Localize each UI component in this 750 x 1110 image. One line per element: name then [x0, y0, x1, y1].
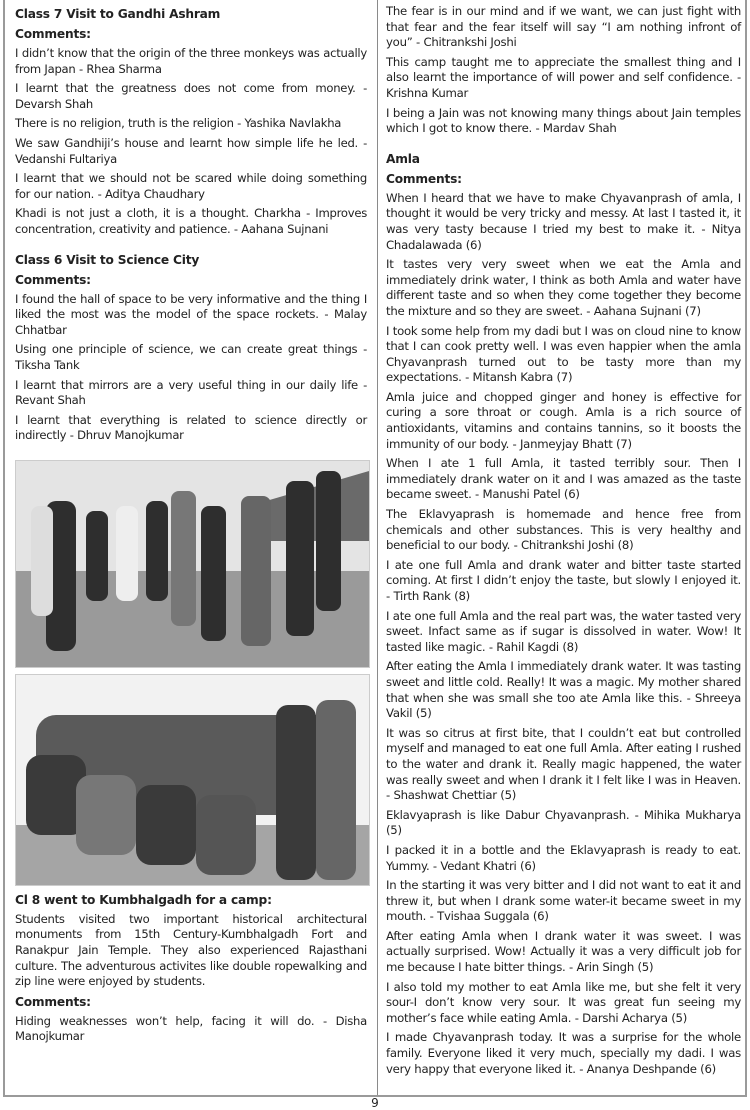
comment-author: Aahana Sujnani — [241, 221, 329, 236]
comment-text: In the starting it was very bitter and I did not want to eat it and threw it, but when I drank some water-it became sweet in my mouth. — [386, 878, 741, 924]
section-description: Students visited two important historical architectural monuments from 15th Century-Kumbhalgadh Fort and Ranakpur Jain Temple. They also experienced Rajasthani culture. The adventurous activites like double ropewalking and zip line were enjoyed by students. — [15, 911, 367, 989]
author-dash: - — [535, 121, 543, 136]
comment-author: Ananya Deshpande (6) — [586, 1061, 716, 1076]
comment-text: The Eklavyaprash is homemade and hence free from chemicals and other substances. This is very healthy and beneficial to our body. — [386, 507, 741, 553]
comment-author: Malay Chhatbar — [15, 307, 367, 337]
author-dash: - — [322, 1013, 336, 1028]
comment-text: I ate one full Amla and the real part was, the water tasted very sweet. Infact same as if sugar is dissolved in water. Wow! It tasted like magic. — [386, 608, 741, 654]
comment-text: It tastes very very sweet when we eat the Amla and immediately drink water, I think as both Amla and water have different taste and so when they come together they become the mixture and so they are sweet. — [386, 257, 741, 318]
section-title: Class 6 Visit to Science City — [15, 252, 200, 267]
comment — [386, 808, 741, 839]
author-dash: - — [429, 909, 438, 924]
author-dash: - — [579, 1061, 587, 1076]
comment — [15, 342, 367, 373]
comment-author: Vedanshi Fultariya — [15, 151, 117, 166]
author-dash: - — [363, 377, 367, 392]
comment-text: I didn’t know that the origin of the three monkeys was actually from Japan — [15, 46, 367, 76]
comments-label: Comments: — [15, 994, 91, 1009]
comment-text: I made Chyavanprash today. It was a surprise for the whole family. Everyone liked it very much, specially my dadi. I was very happy that everyone liked it. — [386, 1030, 741, 1076]
comment-author: Aditya Chaudhary — [104, 186, 205, 201]
comment — [386, 980, 741, 1027]
comment-text: I learnt that everything is related to science directly or indirectly — [15, 412, 367, 443]
comment-text: Eklavyaprash is like Dabur Chyavanprash. — [386, 807, 630, 822]
science-city-group-photo — [15, 460, 370, 668]
comment — [386, 390, 741, 452]
author-dash: - — [78, 61, 87, 76]
comment-text: After eating the Amla I immediately drank water. It was tasting sweet and little cold. Really! It was a magic. My mother shared that when she was small she too ate Amla like this. — [386, 659, 741, 705]
page-number: 9 — [371, 1096, 379, 1110]
comment-author: Mardav Shah — [542, 121, 617, 136]
comment-author: Vedant Khatri (6) — [440, 858, 536, 873]
comment-text: When I ate 1 full Amla, it tasted terribly sour. Then I immediately drank water on it and I was amazed as the taste became sweet. — [386, 456, 741, 502]
author-dash: - — [586, 303, 594, 318]
comment-text: Hiding weaknesses won’t help, facing it will do. — [15, 1013, 315, 1028]
kumbhalgadh-section — [15, 892, 367, 1045]
comment — [15, 81, 367, 112]
comment-text: I learnt that we should not be scared while doing something for our nation. — [15, 171, 367, 201]
author-dash: - — [386, 788, 394, 803]
comments-label: Comments: — [15, 27, 91, 41]
author-dash: - — [416, 35, 424, 50]
comment-text: I took some help from my dadi but I was on cloud nine to know that I can cook pretty well. I was even happier when the amla Chyavanprash turned out to be tasty more than my expectations. — [386, 323, 741, 385]
comment — [386, 456, 741, 503]
author-dash: - — [97, 186, 105, 201]
comment-text: It was so citrus at first bite, that I couldn’t eat but controlled myself and managed to eat one full Amla. After eating I rushed to the water and drank it. Really magic happened, the water was really sweet and when I drank it I felt like I was in Heaven. — [386, 725, 741, 787]
comment-text: I being a Jain was not knowing many things about Jain temples which I got to know there. — [386, 105, 741, 136]
comment — [386, 726, 741, 804]
author-dash: - — [634, 807, 644, 822]
comment-text: I packed it in a bottle and the Eklavyaprash is ready to eat. Yummy. — [386, 842, 741, 873]
comment-author: Shashwat Chettiar (5) — [393, 788, 517, 803]
comment-text: I found the hall of space to be very informative and the thing I liked the most was the model of the space rockets. — [15, 291, 367, 322]
section-title: Cl 8 went to Kumbhalgadh for a camp: — [15, 892, 272, 907]
kumbhalgadh-group-photo — [15, 674, 370, 886]
author-dash: - — [737, 70, 741, 85]
comment-author: Arin Singh (5) — [576, 960, 654, 975]
author-dash: - — [488, 639, 497, 654]
comment-author: Revant Shah — [15, 393, 86, 408]
comment-text: I ate one full Amla and drank water and bitter taste started coming. At first I didn’t enjoy the taste, but slowly I enjoyed it. — [386, 557, 741, 588]
comment-author: Shreeya Vakil (5) — [386, 690, 741, 721]
comment — [386, 843, 741, 874]
comment — [15, 171, 367, 202]
author-dash: - — [569, 960, 577, 975]
comment — [386, 929, 741, 976]
comment-text: When I heard that we have to make Chyavanprash of amla, I thought it would be very tricky and messy. At last I tasted it, it was very tasty because I tried my best to make it. — [386, 190, 741, 236]
comment-author: Janmeyjay Bhatt (7) — [519, 436, 632, 451]
comment — [15, 46, 367, 77]
author-dash: - — [574, 1010, 583, 1025]
camp-comments-list — [386, 4, 741, 137]
comment-author: Tiksha Tank — [15, 357, 80, 372]
comment — [15, 292, 367, 339]
comment — [386, 558, 741, 605]
photo-illustration — [16, 461, 369, 667]
comment-author: Chitrankshi Joshi (8) — [521, 538, 634, 553]
author-dash: - — [686, 690, 695, 705]
comment-text: Khadi is not just a cloth, it is a thought. Charkha - Improves concentration, creativity and patience. — [15, 206, 367, 236]
author-dash: - — [475, 487, 483, 502]
comment-author: Rhea Sharma — [86, 61, 162, 76]
comment-text: We saw Gandhiji’s house and learnt how simple life he led. — [15, 135, 358, 150]
comment-author: Manushi Patel (6) — [482, 487, 580, 502]
comment-author: Rahil Kagdi (8) — [496, 639, 579, 654]
comment-author: Dhruv Manojkumar — [77, 428, 184, 443]
comment — [386, 878, 741, 925]
comment-author: Darshi Acharya (5) — [582, 1010, 688, 1025]
author-dash: - — [363, 81, 367, 96]
comment — [386, 4, 741, 51]
author-dash: - — [465, 370, 473, 385]
comment — [15, 1014, 367, 1045]
comments-label: Comments: — [15, 272, 91, 287]
comment — [386, 191, 741, 253]
comment — [15, 206, 367, 237]
comments-list — [15, 1014, 367, 1045]
comment-author: Tirth Rank (8) — [393, 589, 470, 603]
comment-text: Using one principle of science, we can create great things — [15, 342, 358, 357]
comments-list — [386, 191, 741, 1077]
comment-author: Nitya Chadalawada (6) — [386, 221, 741, 252]
comment-author: Aahana Sujnani (7) — [593, 303, 701, 318]
comment-text: I learnt that the greatness does not come from money. — [15, 81, 356, 96]
section-title: Amla — [386, 151, 420, 166]
comment-text: After eating Amla when I drank water it was sweet. I was actually surprised. Wow! Actually it was a very difficult job for me because I hate bitter things. — [386, 928, 741, 975]
right-column — [377, 0, 747, 1095]
comment-author: Devarsh Shah — [15, 96, 94, 111]
comment — [15, 136, 367, 167]
comment — [386, 55, 741, 102]
comment-text: I learnt that mirrors are a very useful thing in our daily life — [15, 377, 358, 392]
author-dash: - — [432, 858, 441, 873]
comment-author: Disha Manojkumar — [15, 1013, 368, 1044]
science-city-section — [15, 252, 367, 444]
section-title: Class 7 Visit to Gandhi Ashram — [15, 7, 221, 21]
author-dash: - — [701, 221, 712, 236]
author-dash: - — [512, 436, 520, 451]
comment — [15, 413, 367, 444]
newsletter-page — [3, 0, 747, 1097]
comment — [15, 116, 367, 132]
author-dash: - — [233, 221, 242, 236]
comment — [386, 507, 741, 554]
author-dash: - — [69, 428, 78, 443]
comment-author: Mitansh Kabra (7) — [472, 370, 573, 385]
amla-section — [386, 151, 741, 1077]
comment-text: There is no religion, truth is the religion — [15, 116, 234, 131]
author-dash: - — [363, 342, 367, 357]
comment — [386, 324, 741, 386]
comment-author: Tvishaa Suggala (6) — [437, 909, 549, 924]
comment — [386, 257, 741, 319]
comment-author: Yashika Navlakha — [244, 116, 342, 131]
gandhi-ashram-section — [15, 6, 367, 238]
comment — [386, 106, 741, 137]
comment — [386, 609, 741, 656]
comment — [15, 378, 367, 409]
comments-list — [15, 292, 367, 444]
comment-author: Chitrankshi Joshi — [423, 35, 517, 50]
author-dash: - — [237, 116, 245, 131]
comment-text: Amla juice and chopped ginger and honey is effective for curing a sore throat or cough. Amla is a rich source of antioxidants, vitamins and contains tannins, so it boosts the immunity of our body. — [386, 389, 741, 451]
author-dash: - — [324, 307, 334, 322]
photo-illustration — [16, 675, 369, 885]
comment-author: Krishna Kumar — [386, 85, 469, 100]
comment-text: The fear is in our mind and if we want, we can just fight with that fear and the fear itself will say “I am nothing infront of you” — [386, 4, 741, 50]
comment — [386, 659, 741, 721]
comments-label: Comments: — [386, 171, 462, 186]
comment-text: This camp taught me to appreciate the smallest thing and I also learnt the importance of will power and self confidence. — [386, 54, 741, 85]
left-column — [5, 0, 377, 1049]
author-dash: - — [513, 538, 522, 553]
comment-author: Mihika Mukharya (5) — [386, 807, 742, 838]
author-dash: - — [386, 589, 394, 603]
comment-text: I also told my mother to eat Amla like me, but she felt it very sour-I don’t know very sour. It was great fun seeing my mother’s face while eating Amla. — [386, 979, 741, 1025]
author-dash: - — [363, 135, 367, 150]
comment — [386, 1030, 741, 1077]
comments-list — [15, 46, 367, 238]
